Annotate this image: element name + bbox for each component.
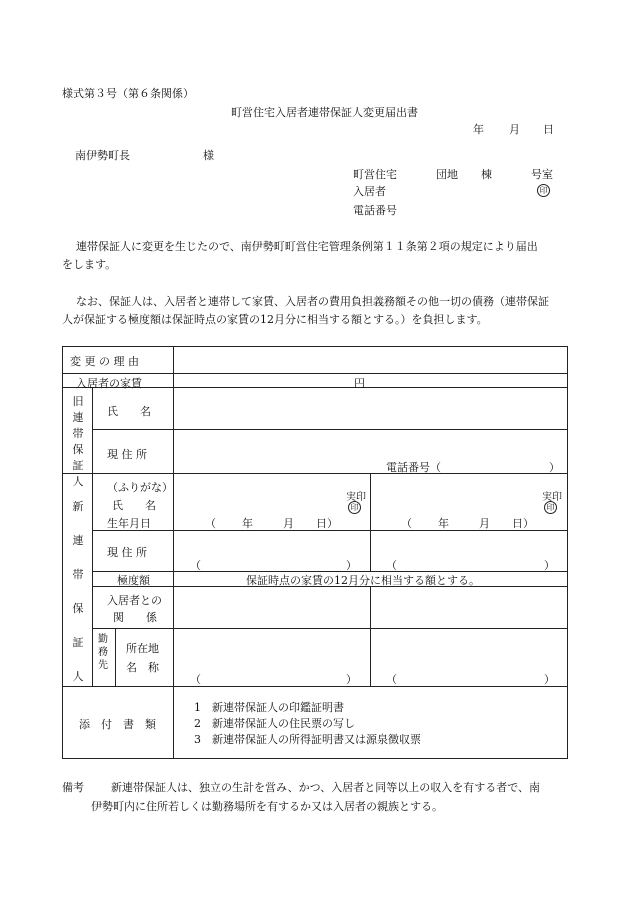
birth1-month: 月 [283, 517, 294, 530]
phone-label: 電話番号 [353, 204, 397, 217]
work1-close: ） [346, 673, 357, 686]
remarks-line2: 伊勢町内に住所若しくは勤務場所を有するか又は入居者の親族とする。 [91, 800, 443, 813]
new-name-label: 氏 名 [112, 499, 156, 512]
birth-label: 生年月日 [107, 517, 151, 530]
birth1-year: 年 [242, 517, 253, 530]
paragraph1-line1: 連帯保証人に変更を生じたので、南伊勢町町営住宅管理条例第１１条第２項の規定により届出 [76, 240, 538, 253]
remarks-label: 備考 [62, 781, 84, 794]
old-address-label: 現 住 所 [107, 448, 147, 461]
birth2-open: （ [401, 517, 412, 530]
date-day: 日 [543, 123, 554, 136]
rent-label: 入居者の家賃 [76, 377, 142, 390]
addressee: 南伊勢町長 [75, 149, 130, 162]
paragraph2-line2: 人が保証する極度額は保証時点の家賃の12月分に相当する額とする。）を負担します。 [62, 313, 488, 326]
form-title: 町営住宅入居者連帯保証人変更届出書 [231, 106, 418, 119]
attachments-label: 添 付 書 類 [79, 718, 156, 731]
jitsuin-label-2: 実印 [542, 492, 562, 503]
furigana-label: （ふりがな） [107, 481, 173, 494]
date-year: 年 [473, 123, 484, 136]
new-address1-open: （ [190, 559, 201, 572]
rent-yen: 円 [354, 377, 365, 390]
birth2-close: 日） [512, 517, 534, 530]
relation-label-2: 関 係 [113, 611, 157, 624]
birth1-close: 日） [316, 517, 338, 530]
relation-label-1: 入居者との [107, 594, 162, 607]
reason-label: 変 更 の 理 由 [70, 355, 139, 368]
max-amount-value: 保証時点の家賃の12月分に相当する額とする。 [246, 574, 480, 587]
birth1-open: （ [205, 517, 216, 530]
new-address2-close: ） [544, 559, 555, 572]
remarks-line1: 新連帯保証人は、独立の生計を営み、かつ、入居者と同等以上の収入を有する者で、南 [111, 781, 540, 794]
addressee-sama: 様 [203, 149, 214, 162]
attachment-2: 2 新連帯保証人の住民票の写し [194, 717, 355, 730]
old-phone-close: ） [549, 461, 560, 474]
paragraph1-line2: をします。 [62, 258, 117, 271]
company-name-label: 名 称 [126, 661, 159, 674]
new-guarantor-label: 新連帯保証人 [72, 500, 84, 683]
new-address-label: 現 住 所 [107, 546, 147, 559]
danchi-label: 団地 [436, 168, 458, 181]
workplace-label: 勤務先 [98, 634, 108, 671]
housing-label: 町営住宅 [353, 168, 397, 181]
new-address1-close: ） [346, 559, 357, 572]
form-number: 様式第３号（第６条関係） [62, 87, 194, 100]
old-name-label: 氏 名 [107, 405, 151, 418]
old-guarantor-label: 旧連帯保証人 [72, 395, 84, 488]
jitsuin-seal-icon-1: 印 [348, 501, 361, 514]
birth2-year: 年 [438, 517, 449, 530]
work1-open: （ [190, 673, 201, 686]
room-label: 号室 [531, 168, 553, 181]
jitsuin-seal-icon-2: 印 [544, 501, 557, 514]
date-month: 月 [509, 123, 520, 136]
jitsuin-label-1: 実印 [346, 492, 366, 503]
old-phone-label: 電話番号（ [386, 461, 441, 474]
location-label: 所在地 [126, 642, 159, 655]
work2-close: ） [544, 673, 555, 686]
work2-open: （ [386, 673, 397, 686]
building-label: 棟 [481, 168, 492, 181]
new-address2-open: （ [386, 559, 397, 572]
birth2-month: 月 [479, 517, 490, 530]
resident-seal-icon: 印 [537, 184, 550, 197]
attachment-1: 1 新連帯保証人の印鑑証明書 [194, 701, 344, 714]
max-amount-label: 極度額 [117, 574, 150, 587]
attachment-3: 3 新連帯保証人の所得証明書又は源泉徴収票 [194, 733, 421, 746]
resident-label: 入居者 [353, 185, 386, 198]
paragraph2-line1: なお、保証人は、入居者と連帯して家賃、入居者の費用負担義務額その他一切の債務（連帯保証 [76, 295, 549, 308]
